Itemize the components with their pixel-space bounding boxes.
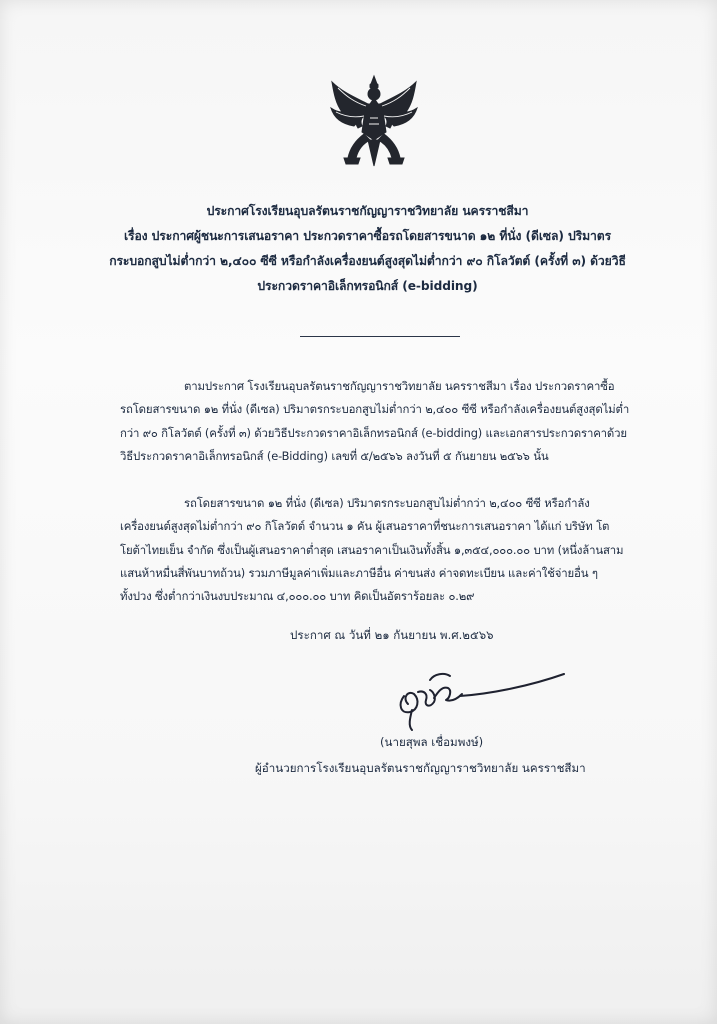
signer-name: (นายสุพล เชื่อมพงษ์) (380, 735, 484, 749)
garuda-emblem-icon (328, 74, 420, 172)
heading-line-2: เรื่อง ประกาศผู้ชนะการเสนอราคา ประกวดราคาซื้อรถโดยสารขนาด ๑๒ ที่นั่ง (ดีเซล) ปริมาตร (123, 229, 612, 243)
body-paragraph-2 (120, 492, 645, 608)
paragraph-2-line: ทั้งปวง ซึ่งต่ำกว่าเงินงบประมาณ ๔,๐๐๐.๐๐ บาท คิดเป็นอัตราร้อยละ ๐.๒๙ (120, 589, 475, 604)
paragraph-1-line: วิธีประกวดราคาอิเล็กทรอนิกส์ (e-Bidding) เลขที่ ๕/๒๕๖๖ ลงวันที่ ๕ กันยายน ๒๕๖๖ นั้น (120, 448, 549, 463)
heading-line-1: ประกาศโรงเรียนอุบลรัตนราชกัญญาราชวิทยาลัย นครราชสีมา (206, 204, 529, 218)
announcement-heading (95, 199, 640, 299)
paragraph-1-line: ตามประกาศ โรงเรียนอุบลรัตนราชกัญญาราชวิทยาลัย นครราชสีมา เรื่อง ประกวดราคาซื้อ (184, 379, 615, 393)
paragraph-2-line: เครื่องยนต์สูงสุดไม่ต่ำกว่า ๙๐ กิโลวัตต์ จำนวน ๑ คัน ผู้เสนอราคาที่ชนะการเสนอราคา ได้แก่ บริษัท โต (120, 519, 610, 534)
paragraph-2-line: แสนห้าหมื่นสี่พันบาทถ้วน) รวมภาษีมูลค่าเพิ่มและภาษีอื่น ค่าขนส่ง ค่าจดทะเบียน และค่าใช้จ่ายอื่น ๆ (120, 565, 598, 580)
paragraph-1-line: รถโดยสารขนาด ๑๒ ที่นั่ง (ดีเซล) ปริมาตรกระบอกสูบไม่ต่ำกว่า ๒,๔๐๐ ซีซี หรือกำลังเครื่องยนต์สูงสุดไม่ต่ำ (120, 402, 630, 417)
heading-line-4: ประกวดราคาอิเล็กทรอนิกส์ (e-bidding) (257, 279, 478, 293)
heading-line-3: กระบอกสูบไม่ต่ำกว่า ๒,๔๐๐ ซีซี หรือกำลังเครื่องยนต์สูงสุดไม่ต่ำกว่า ๙๐ กิโลวัตต์ (ครั้งที่ ๓) ด้วยวิธี (109, 254, 626, 268)
heading-divider (300, 336, 460, 337)
paragraph-2-line: รถโดยสารขนาด ๑๒ ที่นั่ง (ดีเซล) ปริมาตรกระบอกสูบไม่ต่ำกว่า ๒,๔๐๐ ซีซี หรือกำลัง (184, 496, 590, 510)
signature-icon (390, 664, 570, 736)
paragraph-2-line: โยต้าไทยเย็น จำกัด ซึ่งเป็นผู้เสนอราคาต่ำสุด เสนอราคาเป็นเงินทั้งสิ้น ๑,๓๕๔,๐๐๐.๐๐ บาท (หนึ่งล้านสาม (120, 542, 624, 557)
body-paragraph-1 (120, 375, 645, 468)
signer-position: ผู้อำนวยการโรงเรียนอุบลรัตนราชกัญญาราชวิทยาลัย นครราชสีมา (255, 761, 586, 775)
announcement-date: ประกาศ ณ วันที่ ๒๑ กันยายน พ.ศ.๒๕๖๖ (290, 628, 494, 642)
paragraph-1-line: กว่า ๙๐ กิโลวัตต์ (ครั้งที่ ๓) ด้วยวิธีประกวดราคาอิเล็กทรอนิกส์ (e-bidding) และเอกสารประกวดราคาด้วย (120, 425, 627, 440)
